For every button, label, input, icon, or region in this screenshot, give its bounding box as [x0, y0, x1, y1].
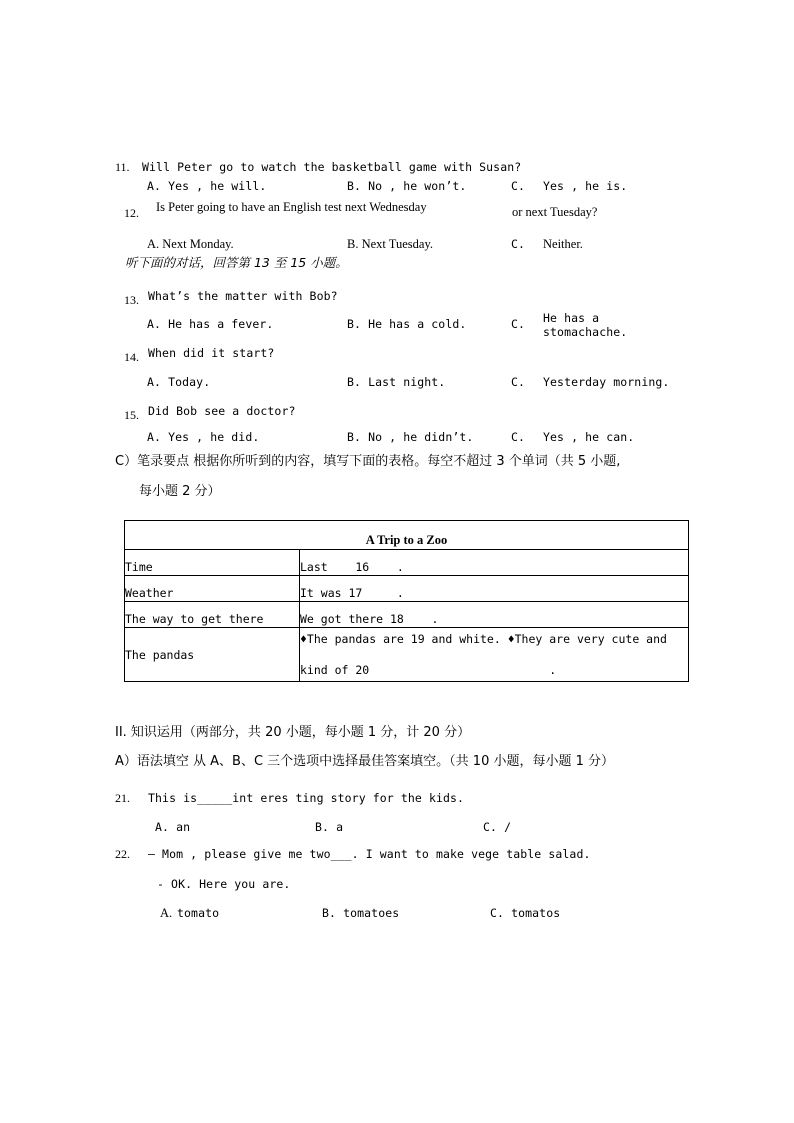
q14-option-c-label: C. — [511, 375, 526, 389]
table-row-label: The pandas — [125, 647, 195, 662]
table-row — [125, 602, 689, 628]
q21-question: This is_____int eres ting story for the kids. — [148, 791, 465, 805]
q15-number: 15. — [124, 408, 139, 422]
q14-option-b: B. Last night. — [347, 375, 446, 389]
q12-question: Is Peter going to have an English test next Wednesday — [156, 200, 427, 214]
q21-option-a: A. an — [155, 820, 191, 834]
q13-option-c: He has a stomachache. — [543, 311, 628, 339]
q14-number: 14. — [124, 350, 139, 364]
q15-option-c-label: C. — [511, 430, 526, 444]
q13-option-c-label: C. — [511, 317, 526, 331]
q13-number: 13. — [124, 293, 139, 307]
table-row — [125, 550, 689, 576]
part-two-heading: II. 知识运用（两部分，共 20 小题，每小题 1 分，计 20 分） — [115, 725, 471, 740]
q12-option-c: Neither. — [543, 237, 583, 251]
q12-option-a: A. Next Monday. — [147, 237, 234, 251]
q13-question: What’s the matter with Bob? — [148, 289, 338, 303]
q21-number: 21. — [115, 791, 130, 805]
table-row-label: The way to get there — [125, 612, 264, 626]
q22-option-a-label: A. — [160, 906, 173, 920]
q13-option-b: B. He has a cold. — [347, 317, 467, 331]
q22-number: 22. — [115, 847, 130, 861]
q11-option-c-label: C. — [511, 179, 526, 193]
q11-option-b: B. No , he won’t. — [347, 179, 467, 193]
table-row-label: Weather — [125, 586, 174, 600]
q21-option-b: B. a — [315, 820, 344, 834]
section-c-instruction: C）笔录要点 根据你所听到的内容，填写下面的表格。每空不超过 3 个单词（共 5 小题, — [115, 454, 621, 469]
q22-reply: - OK. Here you are. — [157, 877, 291, 891]
q22-option-b: B. tomatoes — [322, 906, 400, 920]
q15-option-a: A. Yes , he did. — [147, 430, 260, 444]
q15-option-c: Yes , he can. — [543, 430, 635, 444]
q15-option-b: B. No , he didn’t. — [347, 430, 474, 444]
q11-question: Will Peter go to watch the basketball game with Susan? — [142, 160, 522, 174]
q12-option-c-label: C. — [511, 237, 526, 251]
listening-instruction: 听下面的对话，回答第 13 至 15 小题。 — [125, 255, 348, 270]
q11-option-a: A. Yes , he will. — [147, 179, 267, 193]
table-row-label: Time — [125, 560, 153, 574]
q14-question: When did it start? — [148, 346, 275, 360]
section-a-instruction: A）语法填空 从 A、B、C 三个选项中选择最佳答案填空。（共 10 小题，每小题 1 分） — [115, 754, 615, 769]
table-title: A Trip to a Zoo — [125, 521, 689, 550]
q21-option-c: C. / — [483, 820, 512, 834]
q22-question: — Mom , please give me two___. I want to make vege table salad. — [148, 847, 591, 861]
pandas-line-1: ♦The pandas are 19 and white. ♦They are very cute and — [300, 632, 667, 646]
q15-question: Did Bob see a doctor? — [148, 404, 296, 418]
q12-question-tail: or next Tuesday? — [512, 205, 598, 219]
table-row-value: We got there 18 . — [300, 612, 439, 626]
pandas-line-2: kind of 20 . — [300, 663, 557, 677]
table-row — [125, 576, 689, 602]
zoo-trip-table — [124, 520, 689, 682]
q11-number: 11. — [115, 160, 130, 174]
table-row-value: Last 16 . — [300, 560, 404, 574]
q14-option-a: A. Today. — [147, 375, 211, 389]
q13-option-a: A. He has a fever. — [147, 317, 274, 331]
section-c-instruction-2: 每小题 2 分） — [139, 484, 221, 499]
q22-option-a: tomato — [177, 906, 220, 920]
q14-option-c: Yesterday morning. — [543, 375, 670, 389]
q22-option-c: C. tomatos — [490, 906, 561, 920]
q12-option-b: B. Next Tuesday. — [347, 237, 434, 251]
table-row — [125, 628, 689, 682]
q12-number: 12. — [124, 206, 139, 220]
table-row-value: It was 17 . — [300, 586, 404, 600]
q11-option-c: Yes , he is. — [543, 179, 628, 193]
